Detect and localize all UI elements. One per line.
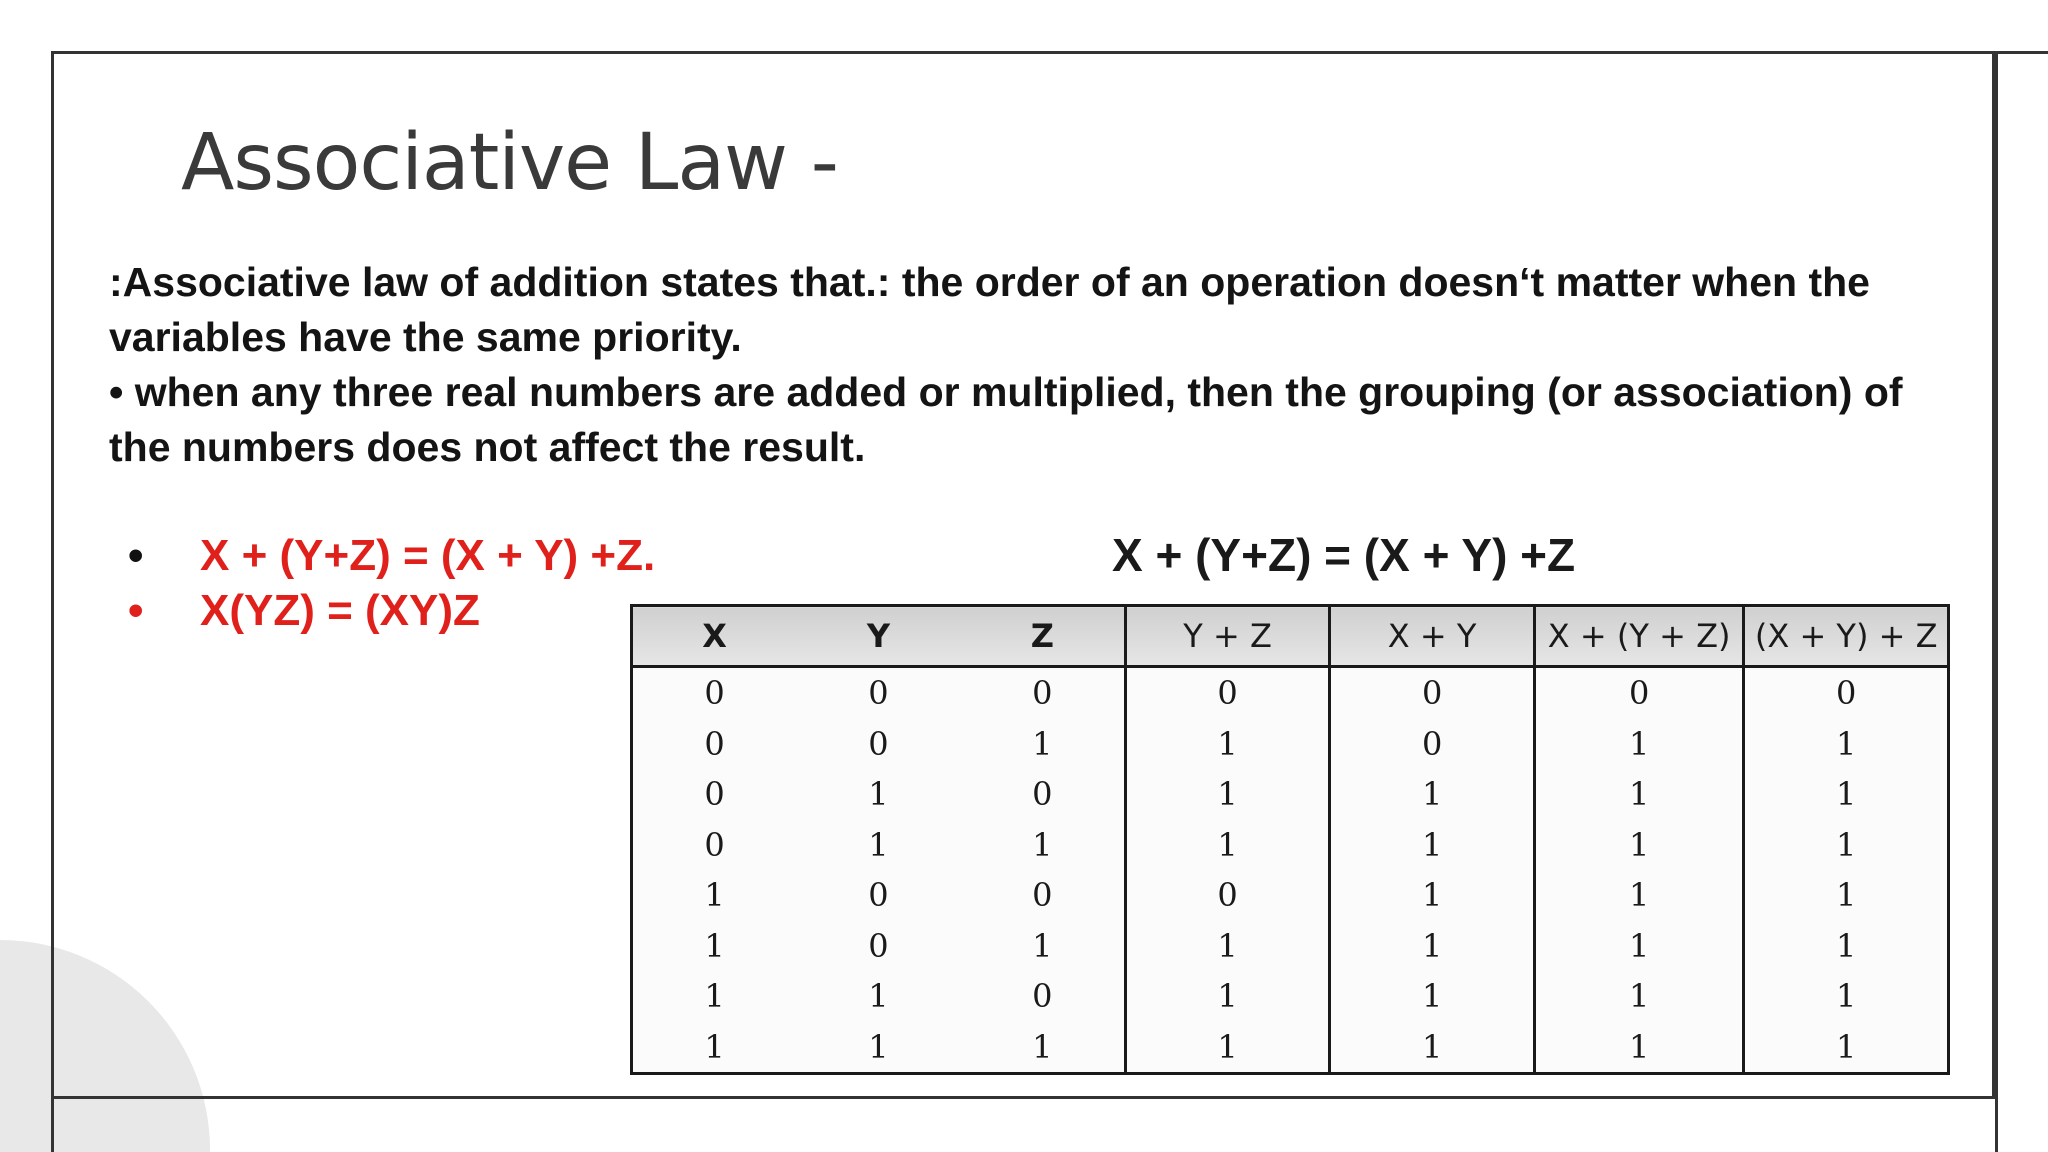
table-cell: 1 bbox=[1125, 921, 1330, 972]
table-row bbox=[632, 971, 1949, 1022]
table-cell: 1 bbox=[1125, 971, 1330, 1022]
table-cell: 1 bbox=[1534, 870, 1744, 921]
table-row bbox=[632, 870, 1949, 921]
table-cell: 1 bbox=[704, 977, 725, 1016]
table-cell: 0 bbox=[1744, 667, 1949, 719]
bullet-text: X(YZ) = (XY)Z bbox=[200, 586, 480, 635]
intro-paragraph-explanation: • when any three real numbers are added or multiplied, then the grouping (or association) of the numbers does not affect the result. bbox=[109, 369, 1903, 470]
table-cell: 1 bbox=[1744, 1022, 1949, 1074]
table-cell: 1 bbox=[1534, 971, 1744, 1022]
table-cell: 0 bbox=[1534, 667, 1744, 719]
bullet-addition-law bbox=[128, 528, 655, 583]
column-header: X + (Y + Z) bbox=[1534, 606, 1744, 667]
table-cell: 1 bbox=[1330, 1022, 1535, 1074]
table-cell: 1 bbox=[1744, 921, 1949, 972]
table-cell: 0 bbox=[1032, 977, 1053, 1016]
table-cell: 0 bbox=[1125, 667, 1330, 719]
table-cell: 0 bbox=[1032, 876, 1053, 915]
table-cell: 1 bbox=[1032, 724, 1053, 763]
table-cell: 1 bbox=[868, 977, 889, 1016]
table-cell: 1 bbox=[1330, 820, 1535, 871]
table-row bbox=[632, 1022, 1949, 1074]
table-cell: 1 bbox=[704, 1027, 725, 1066]
table-row bbox=[632, 719, 1949, 770]
table-cell: 0 bbox=[868, 674, 889, 713]
table-cell: 1 bbox=[868, 1027, 889, 1066]
table-cell: 1 bbox=[1125, 769, 1330, 820]
table-cell: 1 bbox=[1744, 820, 1949, 871]
law-bullet-list bbox=[128, 528, 655, 638]
column-header: X bbox=[632, 606, 797, 667]
intro-paragraph-definition: :Associative law of addition states that.: the order of an operation doesn‘t matter when the variables have the same priority. bbox=[109, 259, 1870, 360]
column-header: Y bbox=[796, 606, 961, 667]
bullet-text: X + (Y+Z) = (X + Y) +Z. bbox=[200, 531, 656, 580]
column-header: X + Y bbox=[1330, 606, 1535, 667]
column-header: Y + Z bbox=[1125, 606, 1330, 667]
table-cell: 1 bbox=[1534, 921, 1744, 972]
next-slide-frame-edge bbox=[1995, 51, 2048, 1152]
table-cell: 1 bbox=[1744, 719, 1949, 770]
table-cell: 1 bbox=[1125, 1022, 1330, 1074]
table-cell: 0 bbox=[868, 724, 889, 763]
table-cell: 1 bbox=[1534, 820, 1744, 871]
table-cell: 0 bbox=[1330, 667, 1535, 719]
table-cell: 1 bbox=[1534, 769, 1744, 820]
bullet-multiplication-law bbox=[128, 583, 655, 638]
table-cell: 1 bbox=[704, 876, 725, 915]
slide-title: Associative Law - bbox=[181, 118, 838, 208]
slide-frame-lower-edge bbox=[51, 1097, 54, 1152]
table-cell: 1 bbox=[1125, 719, 1330, 770]
table-row bbox=[632, 820, 1949, 871]
table-cell: 0 bbox=[1330, 719, 1535, 770]
table-cell: 1 bbox=[704, 926, 725, 965]
table-cell: 1 bbox=[1744, 769, 1949, 820]
table-cell: 0 bbox=[704, 724, 725, 763]
bullet-marker: • bbox=[128, 586, 144, 635]
bullet-marker: • bbox=[128, 531, 144, 580]
table-cell: 0 bbox=[1032, 775, 1053, 814]
table-row bbox=[632, 667, 1949, 719]
table-cell: 1 bbox=[1330, 870, 1535, 921]
table-row bbox=[632, 769, 1949, 820]
table-cell: 0 bbox=[704, 775, 725, 814]
table-row bbox=[632, 921, 1949, 972]
table-formula-heading: X + (Y+Z) = (X + Y) +Z bbox=[1112, 529, 1576, 581]
table-cell: 1 bbox=[1330, 971, 1535, 1022]
table-cell: 0 bbox=[704, 674, 725, 713]
table-cell: 1 bbox=[1534, 719, 1744, 770]
column-header: Z bbox=[961, 606, 1126, 667]
table-cell: 1 bbox=[1032, 926, 1053, 965]
table-cell: 1 bbox=[1032, 825, 1053, 864]
table-cell: 1 bbox=[1330, 921, 1535, 972]
table-cell: 0 bbox=[1032, 674, 1053, 713]
table-cell: 1 bbox=[1744, 971, 1949, 1022]
table-cell: 1 bbox=[1744, 870, 1949, 921]
table-cell: 1 bbox=[868, 775, 889, 814]
column-header: (X + Y) + Z bbox=[1744, 606, 1949, 667]
table-cell: 1 bbox=[1534, 1022, 1744, 1074]
table-cell: 0 bbox=[868, 926, 889, 965]
table-cell: 1 bbox=[1032, 1027, 1053, 1066]
truth-table bbox=[630, 604, 1950, 1075]
table-cell: 1 bbox=[1125, 820, 1330, 871]
table-cell: 1 bbox=[868, 825, 889, 864]
table-cell: 0 bbox=[1125, 870, 1330, 921]
table-cell: 0 bbox=[704, 825, 725, 864]
table-cell: 0 bbox=[868, 876, 889, 915]
intro-paragraphs bbox=[109, 255, 1929, 475]
table-cell: 1 bbox=[1330, 769, 1535, 820]
table-header-row bbox=[632, 606, 1949, 667]
